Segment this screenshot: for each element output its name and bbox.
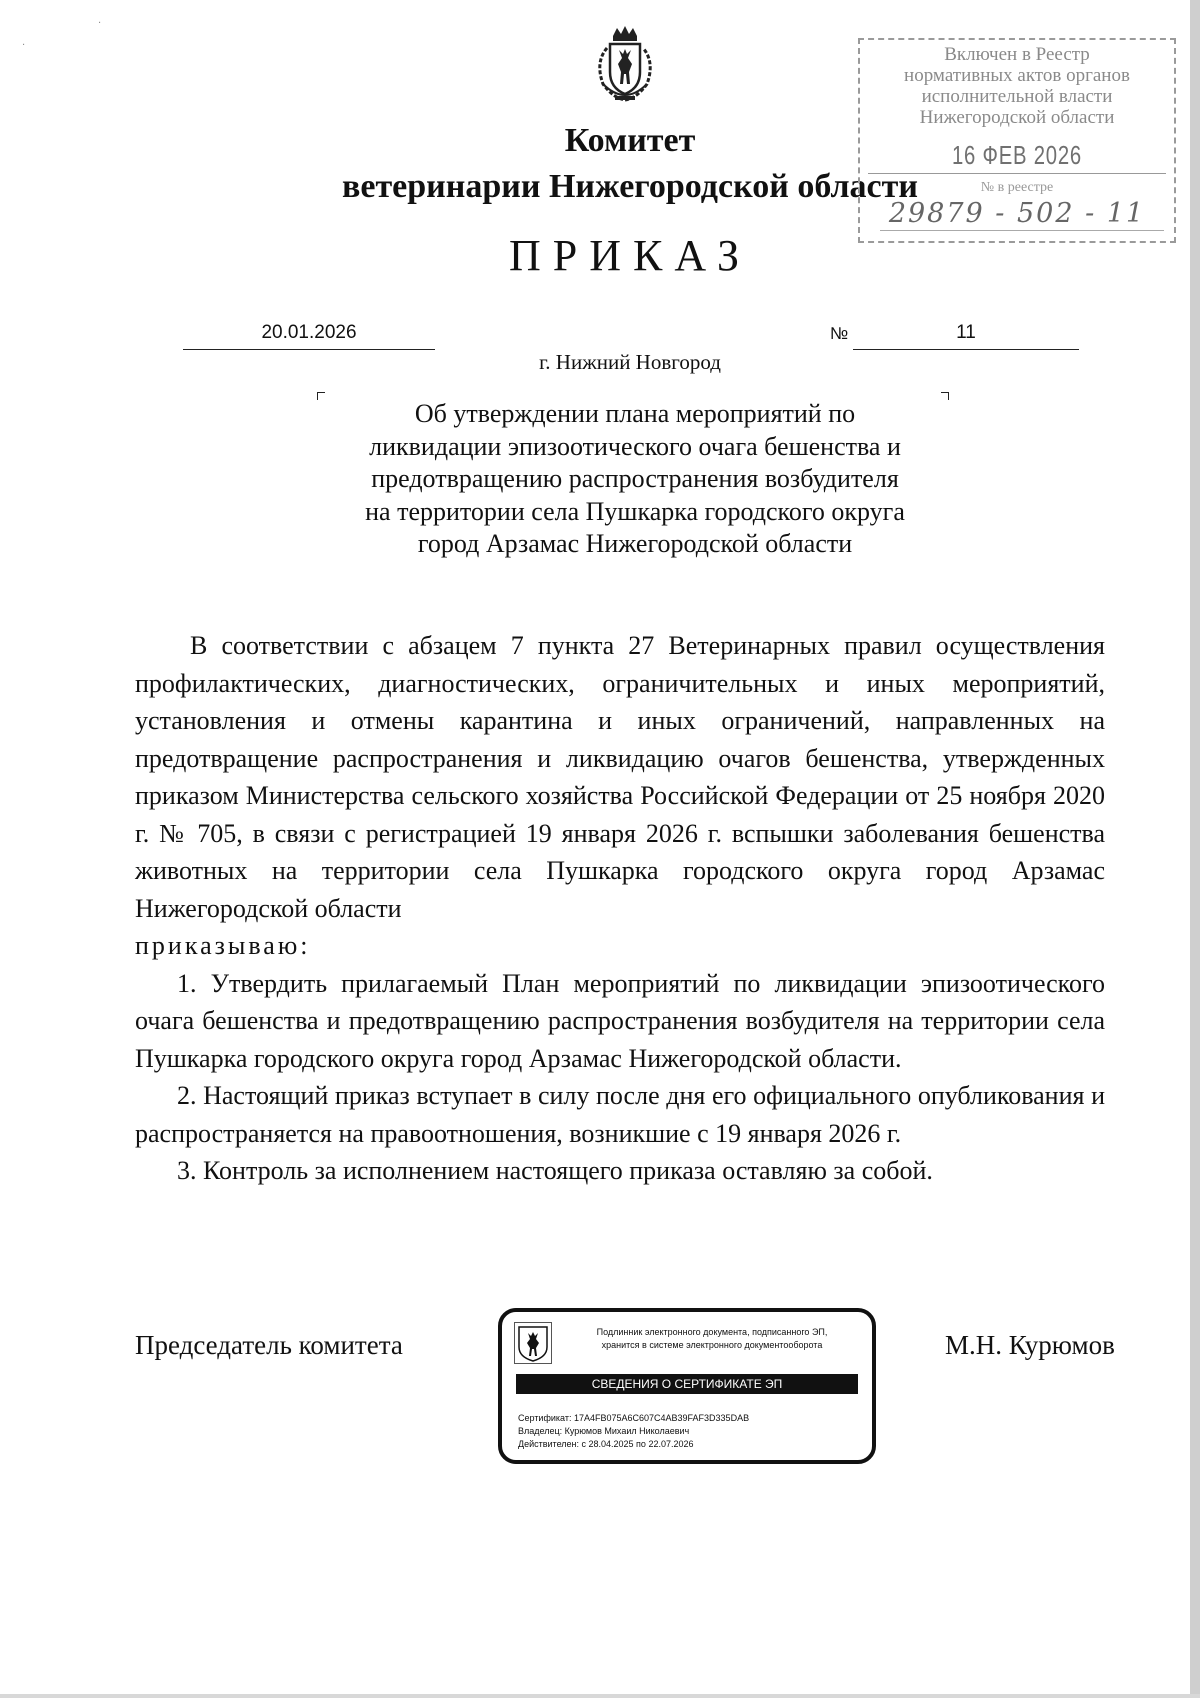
order-date: 20.01.2026 bbox=[183, 322, 435, 350]
signer-title: Председатель комитета bbox=[135, 1330, 403, 1360]
preamble-paragraph: В соответствии с абзацем 7 пункта 27 Ветеринарных правил осуществления профилактических, диагностических, ограничительных и иных мероприятий, установления и отмены карантина и иных ограничений, направленных на предотвращение распространения и ликвидацию очагов бешенства, утвержденных приказом Министерства сельского хозяйства Российской Федерации от 25 ноября 2020 г. № 705, в связи с регистрацией 19 января 2026 г. вспышки заболевания бешенства животных на территории села Пушкарка городского округа город Арзамас Нижегородской области bbox=[135, 631, 1105, 923]
order-city: г. Нижний Новгород bbox=[539, 350, 721, 374]
registry-stamp-line: исполнительной власти bbox=[921, 86, 1113, 107]
certificate-details bbox=[518, 1412, 749, 1451]
org-name-line2: ветеринарии Нижегородской области bbox=[342, 168, 918, 205]
order-number: 11 bbox=[853, 322, 1079, 350]
scan-speck: · bbox=[22, 40, 26, 51]
certificate-id: Сертификат: 17A4FB075A6C607C4AB39FAF3D335DAB bbox=[518, 1413, 750, 1423]
registry-stamp-line: Нижегородской области bbox=[919, 107, 1115, 128]
registry-stamp-line: нормативных актов органов bbox=[904, 65, 1130, 86]
order-number-sign: № bbox=[830, 324, 849, 343]
scan-speck: · bbox=[98, 18, 102, 29]
registry-stamp-line: Включен в Реестр bbox=[944, 44, 1090, 65]
order-item-3: 3. Контроль за исполнением настоящего приказа оставляю за собой. bbox=[177, 1156, 933, 1185]
order-subject bbox=[300, 398, 970, 561]
decree-word: приказываю: bbox=[135, 931, 311, 960]
certificate-owner: Владелец: Курюмов Михаил Николаевич bbox=[518, 1426, 690, 1436]
deer-emblem-icon bbox=[514, 1322, 552, 1364]
certificate-validity: Действителен: с 28.04.2025 по 22.07.2026 bbox=[518, 1439, 694, 1449]
subject-line: Об утверждении плана мероприятий по bbox=[414, 399, 856, 428]
order-item-1: 1. Утвердить прилагаемый План мероприятий по ликвидации эпизоотического очага бешенства и предотвращению распространения возбудителя на территории села Пушкарка городского округа город Арзамас Нижегородской области. bbox=[135, 968, 1105, 1073]
order-body bbox=[135, 627, 1105, 1190]
scan-edge-strip bbox=[1190, 0, 1200, 1698]
coat-of-arms-icon bbox=[585, 22, 665, 106]
signature-notice-line: Подлинник электронного документа, подписанного ЭП, bbox=[596, 1327, 828, 1337]
order-title: ПРИКАЗ bbox=[508, 231, 752, 280]
subject-line: на территории села Пушкарка городского округа bbox=[365, 496, 905, 526]
subject-line: предотвращению распространения возбудителя bbox=[371, 464, 899, 493]
subject-line: город Арзамас Нижегородской области bbox=[417, 529, 853, 558]
org-name-line1: Комитет bbox=[564, 122, 696, 159]
signature-notice bbox=[562, 1326, 862, 1352]
certificate-header: СВЕДЕНИЯ О СЕРТИФИКАТЕ ЭП bbox=[516, 1374, 858, 1394]
registry-stamp bbox=[858, 38, 1176, 243]
registry-divider bbox=[868, 173, 1166, 174]
registry-number-underline bbox=[880, 230, 1164, 231]
subject-line: ликвидации эпизоотического очага бешенства и bbox=[369, 431, 901, 461]
registry-date: 16 ФЕВ 2026 bbox=[951, 140, 1082, 170]
registry-number: 29879 - 502 - 11 bbox=[888, 198, 1146, 229]
electronic-signature-stamp bbox=[498, 1308, 876, 1464]
order-item-2: 2. Настоящий приказ вступает в силу после дня его официального опубликования и распространяется на правоотношения, возникшие с 19 января 2026 г. bbox=[135, 1081, 1105, 1148]
signer-name: М.Н. Курюмов bbox=[945, 1330, 1115, 1360]
signature-notice-line: хранится в системе электронного документооборота bbox=[601, 1340, 823, 1350]
scan-bottom-edge bbox=[0, 1694, 1200, 1698]
registry-number-label: № в реестре bbox=[980, 180, 1054, 195]
